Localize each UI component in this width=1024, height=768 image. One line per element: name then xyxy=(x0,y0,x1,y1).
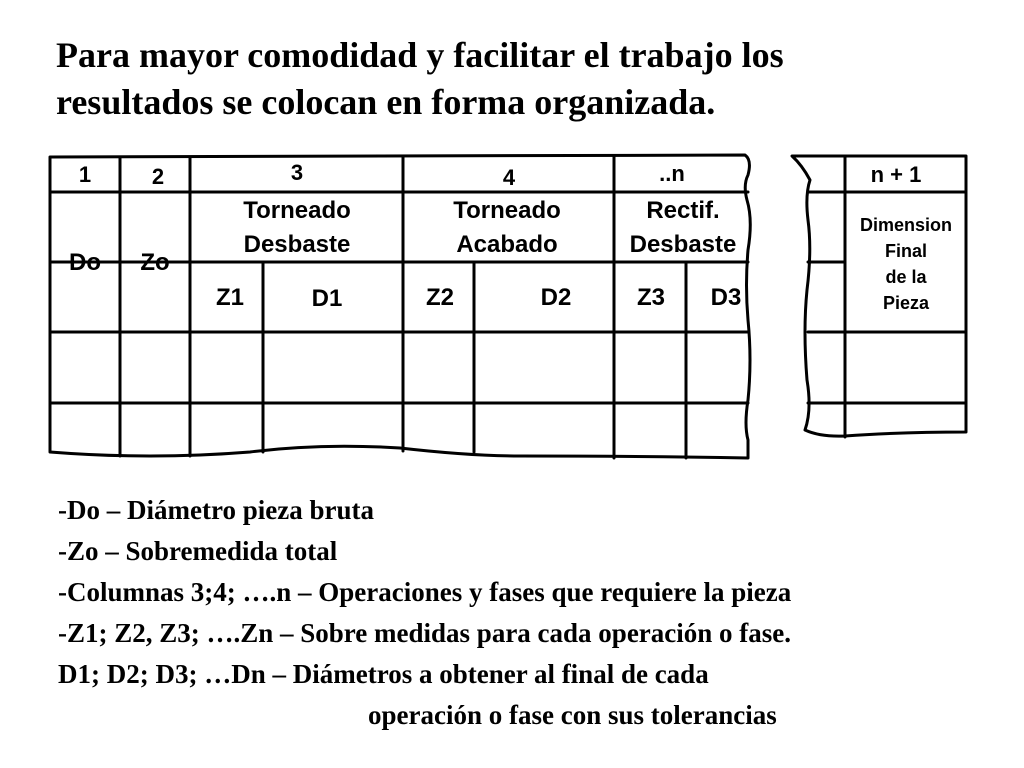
subheader-z1: Z1 xyxy=(215,284,245,311)
header-torneado-acabado-line2: Acabado xyxy=(456,231,558,258)
definition-columnas: -Columnas 3;4; ….n – Operaciones y fases que requiere la pieza xyxy=(58,577,792,607)
col-number-n: ..n xyxy=(659,161,685,186)
definition-z: -Z1; Z2, Z3; ….Zn – Sobre medidas para cada operación o fase. xyxy=(58,618,792,648)
header-dimension-final-line4: Pieza xyxy=(882,293,930,313)
definition-do: -Do – Diámetro pieza bruta xyxy=(58,495,374,525)
col-number-1: 1 xyxy=(78,162,92,187)
definition-zo: -Zo – Sobremedida total xyxy=(58,536,338,566)
header-do: Do xyxy=(69,249,101,276)
definitions-list xyxy=(58,490,1018,736)
title-line-1: Para mayor comodidad y facilitar el trabajo los xyxy=(56,35,784,75)
subheader-d1: D1 xyxy=(311,285,343,312)
col-number-2: 2 xyxy=(151,164,165,189)
col-number-n-plus-1: n + 1 xyxy=(870,162,922,187)
header-torneado-desbaste-line1: Torneado xyxy=(243,197,351,224)
subheader-z3: Z3 xyxy=(636,284,666,311)
definition-d-continuation: operación o fase con sus tolerancias xyxy=(368,700,777,730)
header-torneado-desbaste-line2: Desbaste xyxy=(243,231,351,258)
col-number-4: 4 xyxy=(502,165,516,190)
col-number-3: 3 xyxy=(290,160,304,185)
header-zo: Zo xyxy=(140,249,170,276)
header-dimension-final-line3: de la xyxy=(885,267,927,287)
subheader-d3: D3 xyxy=(710,284,742,311)
header-rectif-desbaste-line2: Desbaste xyxy=(629,231,737,258)
table-right-piece-border xyxy=(792,156,966,436)
header-dimension-final-line2: Final xyxy=(884,241,928,261)
subheader-z2: Z2 xyxy=(425,284,455,311)
header-dimension-final-line1: Dimension xyxy=(859,215,953,235)
header-torneado-acabado-line1: Torneado xyxy=(453,197,561,224)
subheader-d2: D2 xyxy=(540,284,572,311)
definition-d: D1; D2; D3; …Dn – Diámetros a obtener al final de cada xyxy=(58,659,709,689)
title-line-2: resultados se colocan en forma organizada. xyxy=(56,82,716,122)
header-rectif-desbaste-line1: Rectif. xyxy=(646,197,720,224)
